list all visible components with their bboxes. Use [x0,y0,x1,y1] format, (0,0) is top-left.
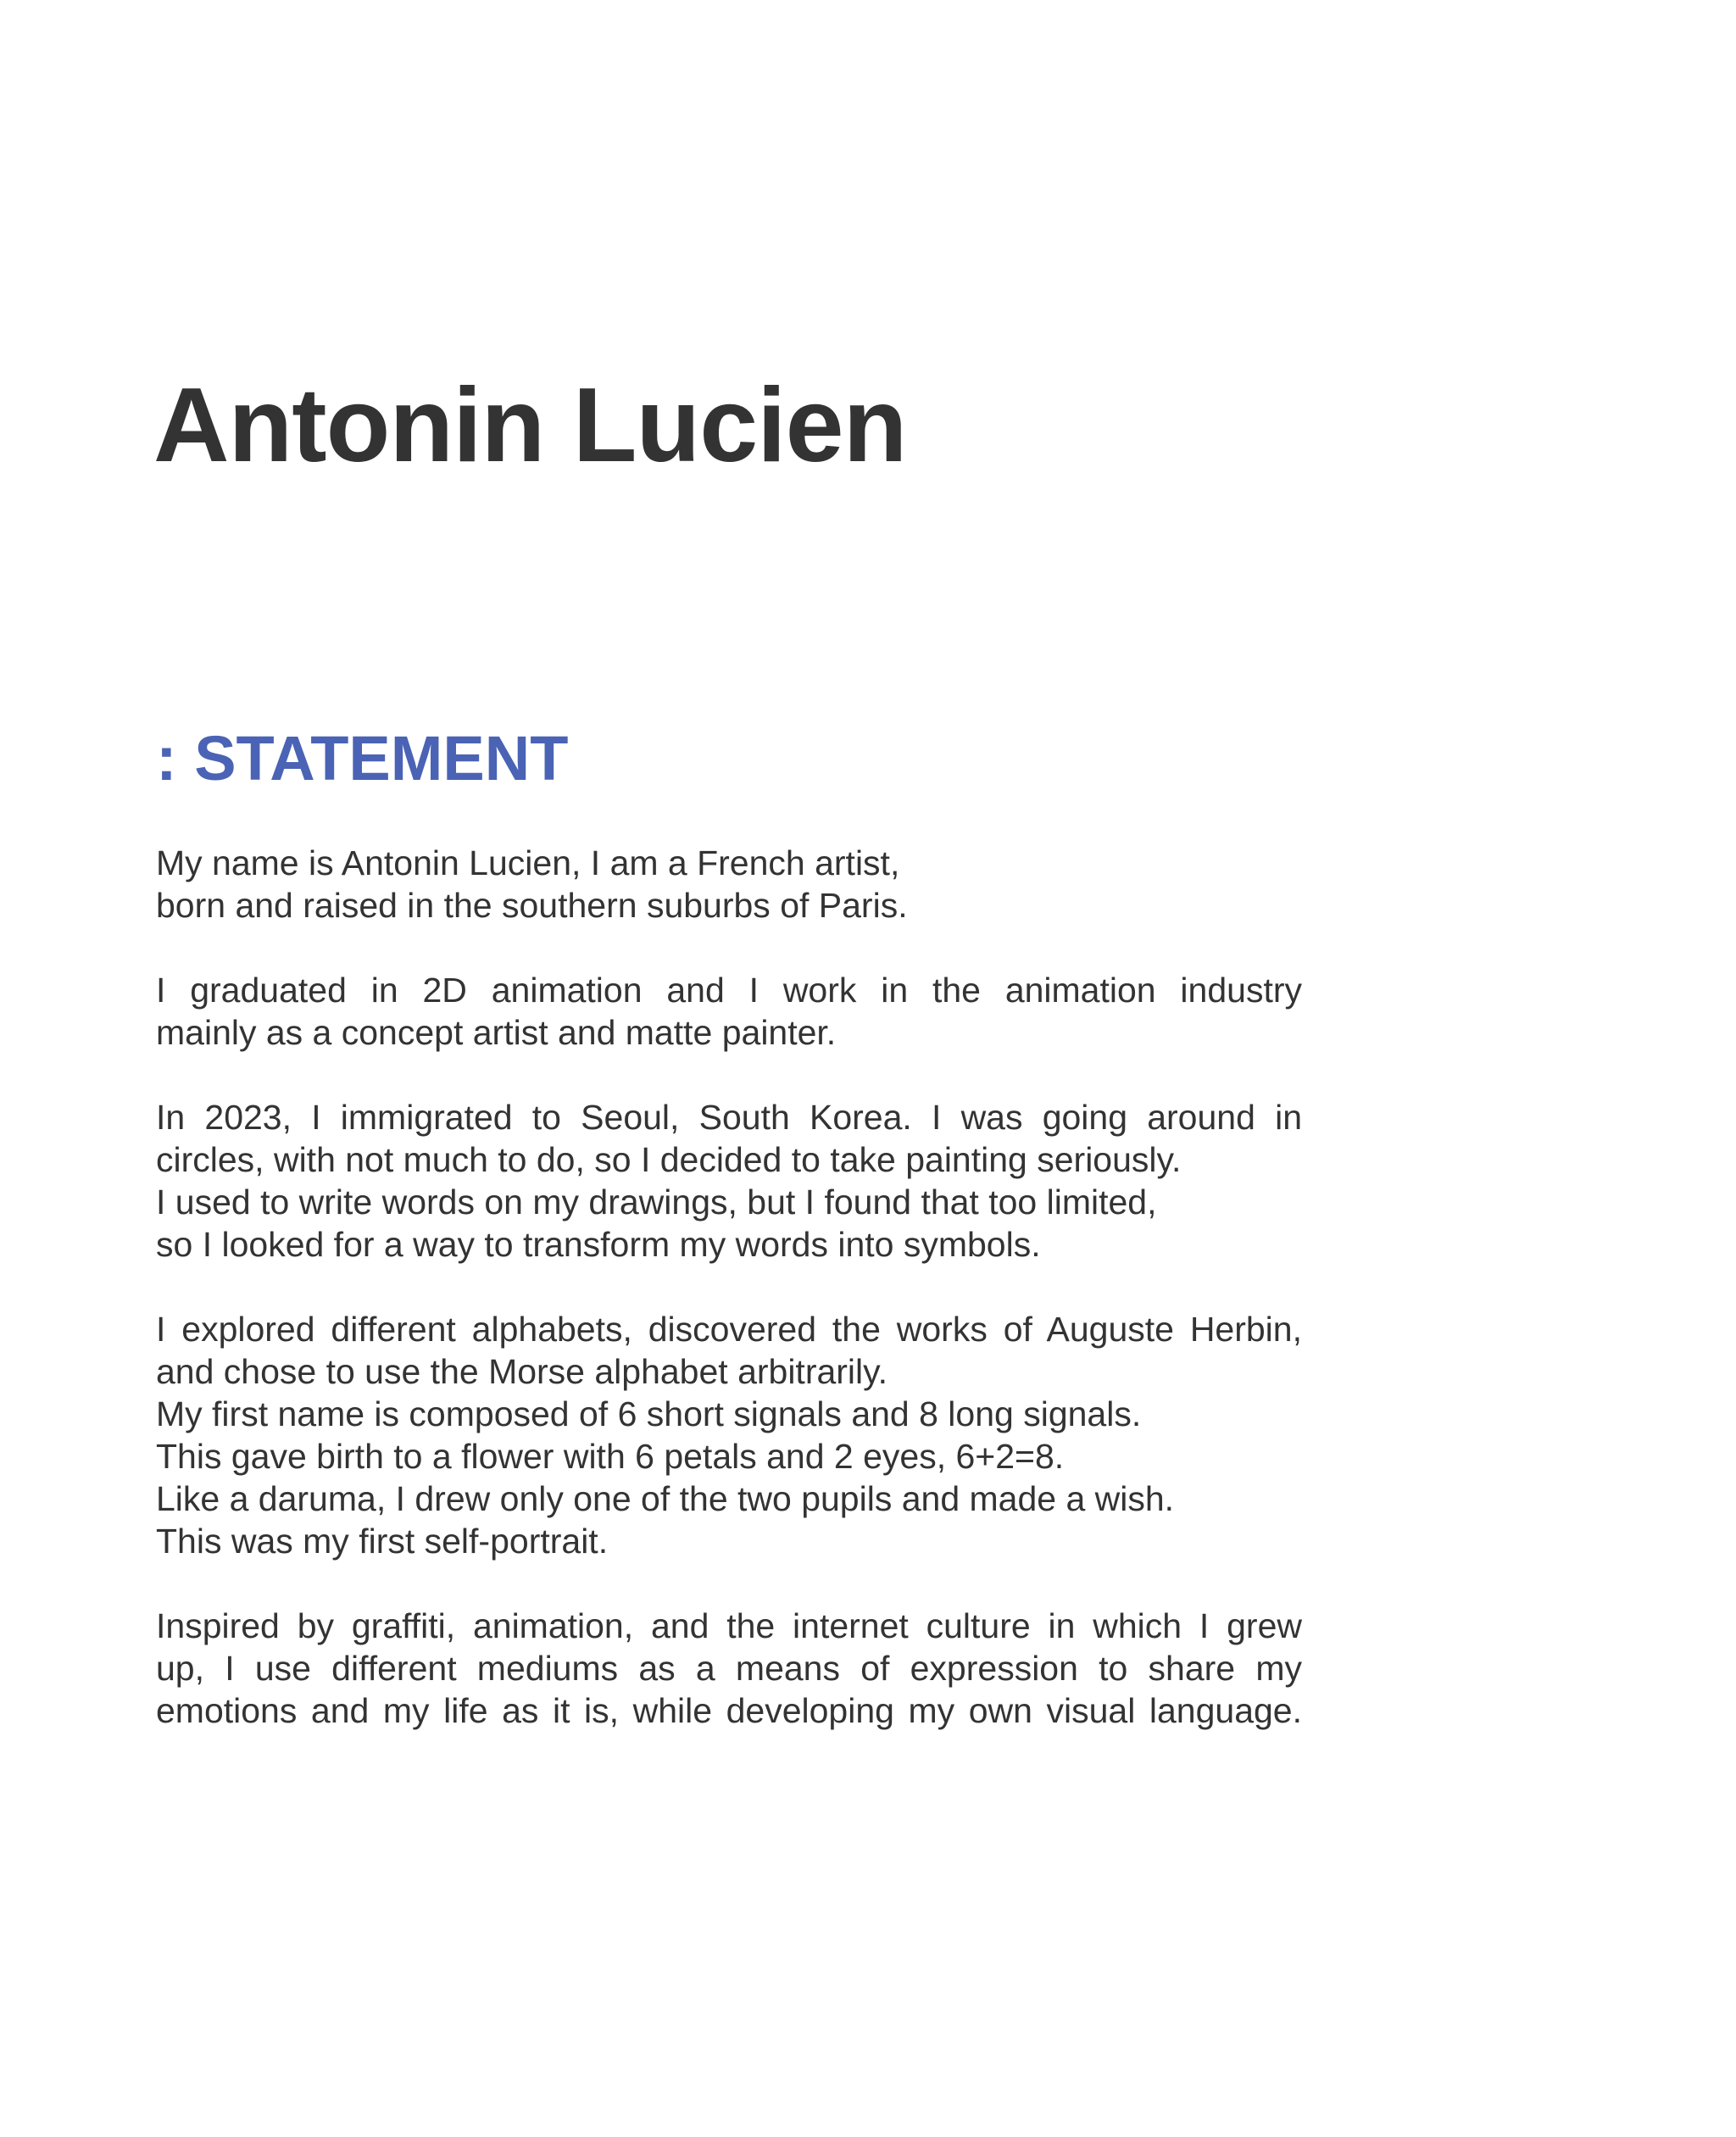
statement-line: In 2023, I immigrated to Seoul, South Korea. I was going around in [156,1098,1302,1137]
statement-title: : STATEMENT [156,723,569,793]
statement-paragraph [156,969,1302,1054]
statement-paragraph [156,842,1302,927]
statement-line: Like a daruma, I drew only one of the two pupils and made a wish. [156,1479,1175,1518]
statement-line: mainly as a concept artist and matte painter. [156,1013,837,1052]
statement-line: up, I use different mediums as a means of expression to share my [156,1649,1302,1688]
statement-paragraph [156,1605,1302,1732]
statement-line: circles, with not much to do, so I decided to take painting seriously. [156,1140,1182,1179]
statement-line: My name is Antonin Lucien, I am a French artist, [156,843,900,882]
statement-line: Inspired by graffiti, animation, and the internet culture in which I grew [156,1606,1302,1645]
statement-line: emotions and my life as it is, while developing my own visual language. [156,1691,1302,1730]
statement-line: My first name is composed of 6 short signals and 8 long signals. [156,1394,1142,1433]
statement-line: so I looked for a way to transform my words into symbols. [156,1225,1041,1264]
statement-line: and chose to use the Morse alphabet arbitrarily. [156,1352,888,1391]
statement-body [156,842,1302,1774]
statement-line: I graduated in 2D animation and I work in the animation industry [156,971,1302,1010]
statement-paragraph [156,1308,1302,1562]
artist-name: Antonin Lucien [153,367,907,484]
statement-paragraph [156,1096,1302,1266]
statement-line: This gave birth to a flower with 6 petals and 2 eyes, 6+2=8. [156,1437,1065,1476]
statement-line: This was my first self-portrait. [156,1522,609,1561]
statement-line: I used to write words on my drawings, but I found that too limited, [156,1183,1157,1222]
statement-line: born and raised in the southern suburbs of Paris. [156,886,908,925]
statement-line: I explored different alphabets, discovered the works of Auguste Herbin, [156,1310,1302,1349]
